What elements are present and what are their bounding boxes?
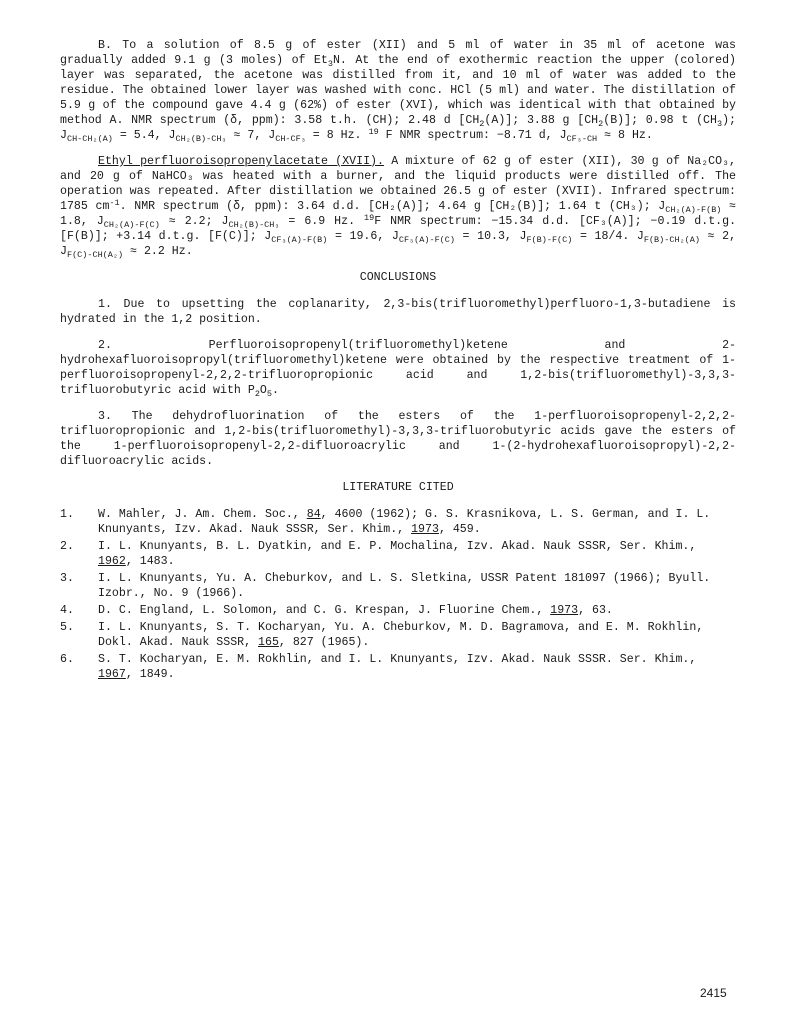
compound-title: Ethyl perfluoroisopropenylacetate (XVII). [98, 155, 384, 168]
literature-heading: LITERATURE CITED [342, 481, 454, 494]
text: (B)]; 0.98 t (CH [603, 114, 717, 127]
year: 1962 [98, 555, 126, 568]
reference-item [60, 652, 736, 682]
subscript: 5 [266, 389, 272, 399]
reference-item [60, 507, 736, 537]
superscript: 19 [364, 213, 375, 223]
ester-xvii-paragraph [60, 154, 736, 259]
text: N. At the end of exothermic reaction the upper (colored) layer was separated, the acetone was distilled from it, and 10 ml of water was added to the residue. The obtained lower layer was washed with conc. HCl (5 ml) and water. The distillation of 5.9 g of the compound gave 4.4 g (62%) of ester (XVI), which was identical with that obtained by method A. NMR spectrum (δ, ppm): 3.58 t.h. (CH); 2.48 d [CH [60, 54, 736, 127]
subscript: CH-CH₂(A) [66, 134, 113, 144]
text: 2. Perfluoroisopropenyl(trifluoromethyl)ketene and 2-hydrohexafluoroisopropyl(trifluoromethyl)ketene were obtained by the respective treatment of 1-perfluoroisopropenyl-2,2,2-trifluoropropionic acid and 1,2-bis(trifluoromethyl)-3,3,3-trifluorobutyric acid with P [60, 339, 736, 397]
subscript: 3 [716, 119, 723, 129]
text: = 5.4, J [112, 129, 176, 142]
superscript: -1 [109, 198, 120, 208]
method-b-paragraph [60, 38, 736, 143]
subscript: 2 [479, 119, 485, 129]
subscript: CH₂(A)-F(B) [665, 205, 722, 215]
subscript: F(C)-CH(A₂) [66, 250, 124, 260]
conclusions-heading: CONCLUSIONS [359, 271, 437, 284]
volume: 165 [258, 636, 279, 649]
text: S. T. Kocharyan, E. M. Rokhlin, and I. L. Knunyants, Izv. Akad. Nauk SSSR. Ser. Khim., [98, 653, 697, 666]
text: ≈ 2, J [60, 230, 737, 258]
subscript: CH-CF₃ [275, 134, 306, 144]
text: W. Mahler, J. Am. Chem. Soc., [98, 508, 307, 521]
text: I. L. Knunyants, S. T. Kocharyan, Yu. A. Cheburkov, M. D. Bagramova, and E. M. Rokhlin, Dokl. Akad. Nauk SSSR, [98, 621, 704, 649]
text: , 459. [438, 523, 481, 536]
text: D. C. England, L. Solomon, and C. G. Krespan, J. Fluorine Chem., [98, 604, 551, 617]
reference-item [60, 571, 736, 601]
subscript: CH₂(B)-CH₃ [228, 220, 280, 230]
subscript: CH₂(B)-CH₃ [175, 134, 227, 144]
text: (A)]; 3.88 g [CH [484, 114, 599, 127]
page-body [60, 38, 736, 684]
text: , 63. [578, 604, 613, 617]
text: ≈ 7, J [226, 129, 276, 142]
text: ≈ 1.8, J [60, 200, 737, 228]
text: , 4600 (1962); G. S. Krasnikova, L. S. German, and I. L. Knunyants, Izv. Akad. Nauk SSSR, Ser. Khim., [98, 508, 711, 536]
page-number: 2415 [700, 986, 727, 1000]
text: I. L. Knunyants, B. L. Dyatkin, and E. P. Mochalina, Izv. Akad. Nauk SSSR, Ser. Khim., [98, 540, 697, 553]
subscript: 2 [598, 119, 604, 129]
reference-number: 2. [60, 540, 74, 553]
text: = 8 Hz. [305, 129, 362, 142]
text: B. To a solution of 8.5 g of ester (XII) and 5 ml of water in 35 ml of acetone was gradually added 9.1 g (3 moles) of Et [60, 39, 736, 67]
text: A mixture of 62 g of ester (XII), 30 g of Na₂CO₃, and 20 g of NaHCO₃ was heated with a burner, and the liquid products were distilled off. The operation was repeated. After distillation we obtained 26.5 g of ester (XVII). Infrared spectrum: 1785 cm [60, 155, 736, 213]
text: , 827 (1965). [278, 636, 370, 649]
text: . NMR spectrum (δ, ppm): 3.64 d.d. [CH₂(A)]; 4.64 g [CH₂(B)]; 1.64 t (CH₃); J [119, 200, 666, 213]
reference-item [60, 539, 736, 569]
reference-item [60, 620, 736, 650]
reference-number: 5. [60, 621, 74, 634]
conclusion-2 [60, 338, 736, 398]
text: = 19.6, J [327, 230, 399, 243]
year: 1973 [550, 604, 579, 617]
text: I. L. Knunyants, Yu. A. Cheburkov, and L. S. Sletkina, USSR Patent 181097 (1966); Byull. Izobr., No. 9 (1966). [98, 572, 711, 600]
year: 1967 [98, 668, 126, 681]
superscript: 19 [368, 127, 379, 137]
reference-list [60, 507, 736, 682]
text: , 1849. [125, 668, 175, 681]
volume: 84 [306, 508, 321, 521]
subscript: F(B)-F(C) [526, 235, 573, 245]
subscript: CF₃-CH [566, 134, 598, 144]
text: O [259, 384, 267, 397]
conclusion-3: 3. The dehydrofluorination of the esters of the 1-perfluoroisopropenyl-2,2,2-trifluoropropionic and 1,2-bis(trifluoromethyl)-3,3,3-trifluorobutyric acids gave the esters of the 1-perfluoroisopropenyl-2,2-difluoroacrylic and 1-(2-hydrohexafluoroisopropyl)-2,2-difluoroacrylic acids. [60, 410, 736, 468]
text: . [272, 384, 279, 397]
text: = 18/4. J [572, 230, 644, 243]
text: , 1483. [125, 555, 175, 568]
reference-number: 6. [60, 653, 74, 666]
subscript: F(B)-CH₂(A) [643, 235, 700, 245]
text: ≈ 8 Hz. [597, 129, 653, 142]
reference-item [60, 603, 736, 618]
text: ≈ 2.2 Hz. [123, 245, 193, 258]
subscript: CH₂(A)-F(C) [103, 220, 160, 230]
text: F NMR spectrum: −15.34 d.d. [CF₃(A)]; −0.19 d.t.g. [F(B)]; +3.14 d.t.g. [F(C)]; J [60, 215, 737, 243]
reference-number: 3. [60, 572, 74, 585]
year: 1973 [411, 523, 439, 536]
text: ≈ 2.2; J [159, 215, 229, 228]
conclusion-1: 1. Due to upsetting the coplanarity, 2,3-bis(trifluoromethyl)perfluoro-1,3-butadiene is hydrated in the 1,2 position. [60, 298, 736, 326]
subscript: CF₃(A)-F(C) [398, 235, 455, 245]
text: F NMR spectrum: −8.71 d, J [378, 129, 567, 142]
subscript: CF₃(A)-F(B) [271, 235, 328, 245]
reference-number: 4. [60, 604, 74, 617]
subscript: 3 [327, 59, 333, 69]
subscript: 2 [254, 389, 260, 399]
text: ); J [60, 114, 736, 142]
text: = 10.3, J [454, 230, 527, 243]
text: = 6.9 Hz. [279, 215, 364, 228]
reference-number: 1. [60, 508, 74, 521]
